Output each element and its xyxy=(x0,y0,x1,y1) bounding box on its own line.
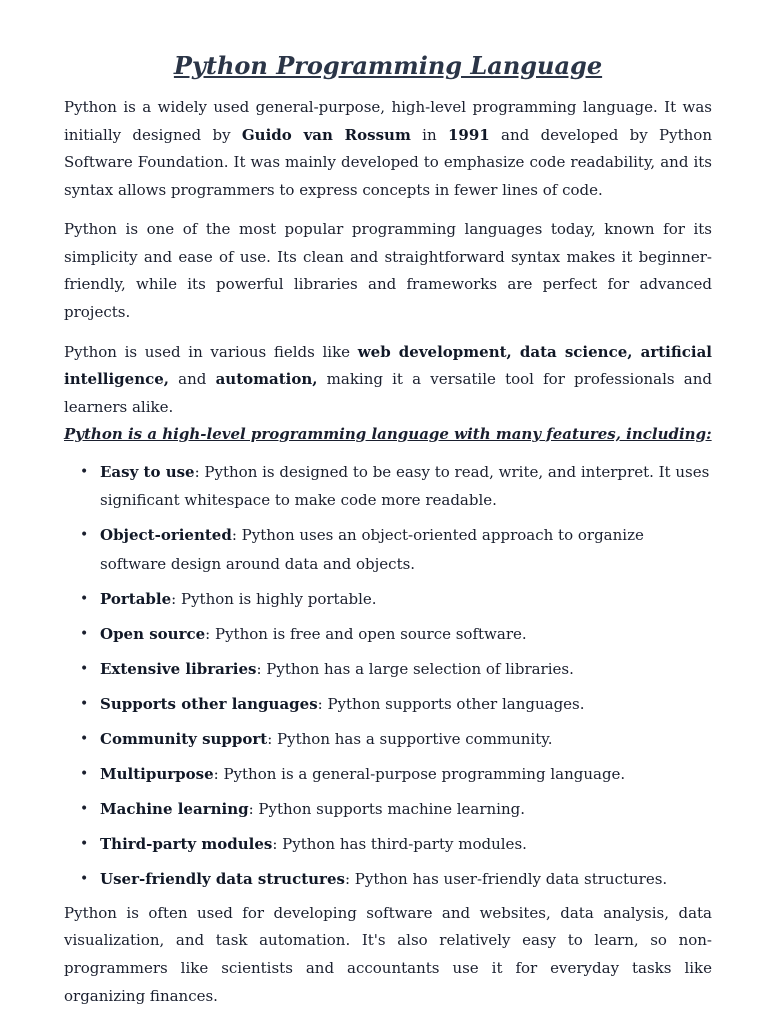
page-title: Python Programming Language xyxy=(173,51,603,80)
closing-paragraph: Python is often used for developing software and websites, data analysis, data visualization, and task automation. It's also relatively easy to learn, so non-programmers like scientists and accountants use it for everyday tasks like organizing finances. xyxy=(64,903,712,1005)
feature-term: User-friendly data structures xyxy=(100,869,345,888)
feature-desc: : Python supports machine learning. xyxy=(248,799,525,818)
document-page xyxy=(64,48,712,1011)
feature-term: Third-party modules xyxy=(100,834,273,853)
feature-term: Open source xyxy=(100,624,206,643)
feature-desc: : Python supports other languages. xyxy=(317,694,585,713)
list-item xyxy=(100,620,712,649)
list-item xyxy=(100,830,712,859)
list-item xyxy=(100,655,712,684)
feature-term: Portable xyxy=(100,589,172,608)
feature-desc: : Python has third-party modules. xyxy=(272,834,527,853)
features-list xyxy=(64,458,712,894)
usage-text-1: Python is used in various fields like xyxy=(64,342,358,361)
feature-desc: : Python is a general-purpose programming language. xyxy=(213,764,626,783)
feature-desc: : Python is free and open source software. xyxy=(205,624,527,643)
feature-desc: : Python is designed to be easy to read, write, and interpret. It uses significant whitespace to make code more readable. xyxy=(100,462,710,510)
creator-name: Guido van Rossum xyxy=(241,125,411,144)
list-item xyxy=(100,760,712,789)
intro-text-3: and developed by Python Software Foundation. It was mainly developed to emphasize code readability, and its syntax allows programmers to express concepts in fewer lines of code. xyxy=(64,125,712,200)
feature-term: Community support xyxy=(100,729,268,748)
feature-desc: : Python uses an object-oriented approach to organize software design around data and objects. xyxy=(100,526,644,573)
intro-text-1: Python is a widely used general-purpose, high-level programming language. It was initially designed by xyxy=(64,98,712,144)
feature-desc: : Python has user-friendly data structures. xyxy=(344,869,668,888)
usage-automation: automation, xyxy=(215,370,318,389)
list-item xyxy=(100,585,712,614)
features-heading: Python is a high-level programming language with many features, including: xyxy=(64,424,712,443)
feature-desc: : Python has a large selection of libraries. xyxy=(256,659,574,678)
usage-text-3: making it a versatile tool for professionals and learners alike. xyxy=(64,370,712,417)
feature-term: Extensive libraries xyxy=(100,659,257,678)
intro-paragraph xyxy=(64,94,712,205)
feature-term: Easy to use xyxy=(100,462,195,481)
release-year: 1991 xyxy=(447,125,490,144)
intro-text-2: in xyxy=(410,125,448,144)
list-item xyxy=(100,725,712,754)
usage-fields: web development, data science, artificial intelligence, xyxy=(64,342,713,389)
feature-term: Object-oriented xyxy=(100,526,232,545)
feature-desc: : Python is highly portable. xyxy=(171,589,377,608)
usage-paragraph xyxy=(64,339,712,422)
usage-text-2: and xyxy=(169,370,216,389)
feature-term: Multipurpose xyxy=(100,764,214,783)
list-item xyxy=(100,458,712,515)
popularity-paragraph: Python is one of the most popular programming languages today, known for its simplicity and ease of use. Its clean and straightforward syntax makes it beginner-friendly, while its powerful libraries and frameworks are perfect for advanced projects. xyxy=(64,219,712,321)
feature-term: Supports other languages xyxy=(100,694,318,713)
feature-term: Machine learning xyxy=(100,799,249,818)
list-item xyxy=(100,795,712,824)
list-item xyxy=(100,865,712,894)
list-item xyxy=(100,521,712,578)
feature-desc: : Python has a supportive community. xyxy=(267,729,553,748)
list-item xyxy=(100,690,712,719)
